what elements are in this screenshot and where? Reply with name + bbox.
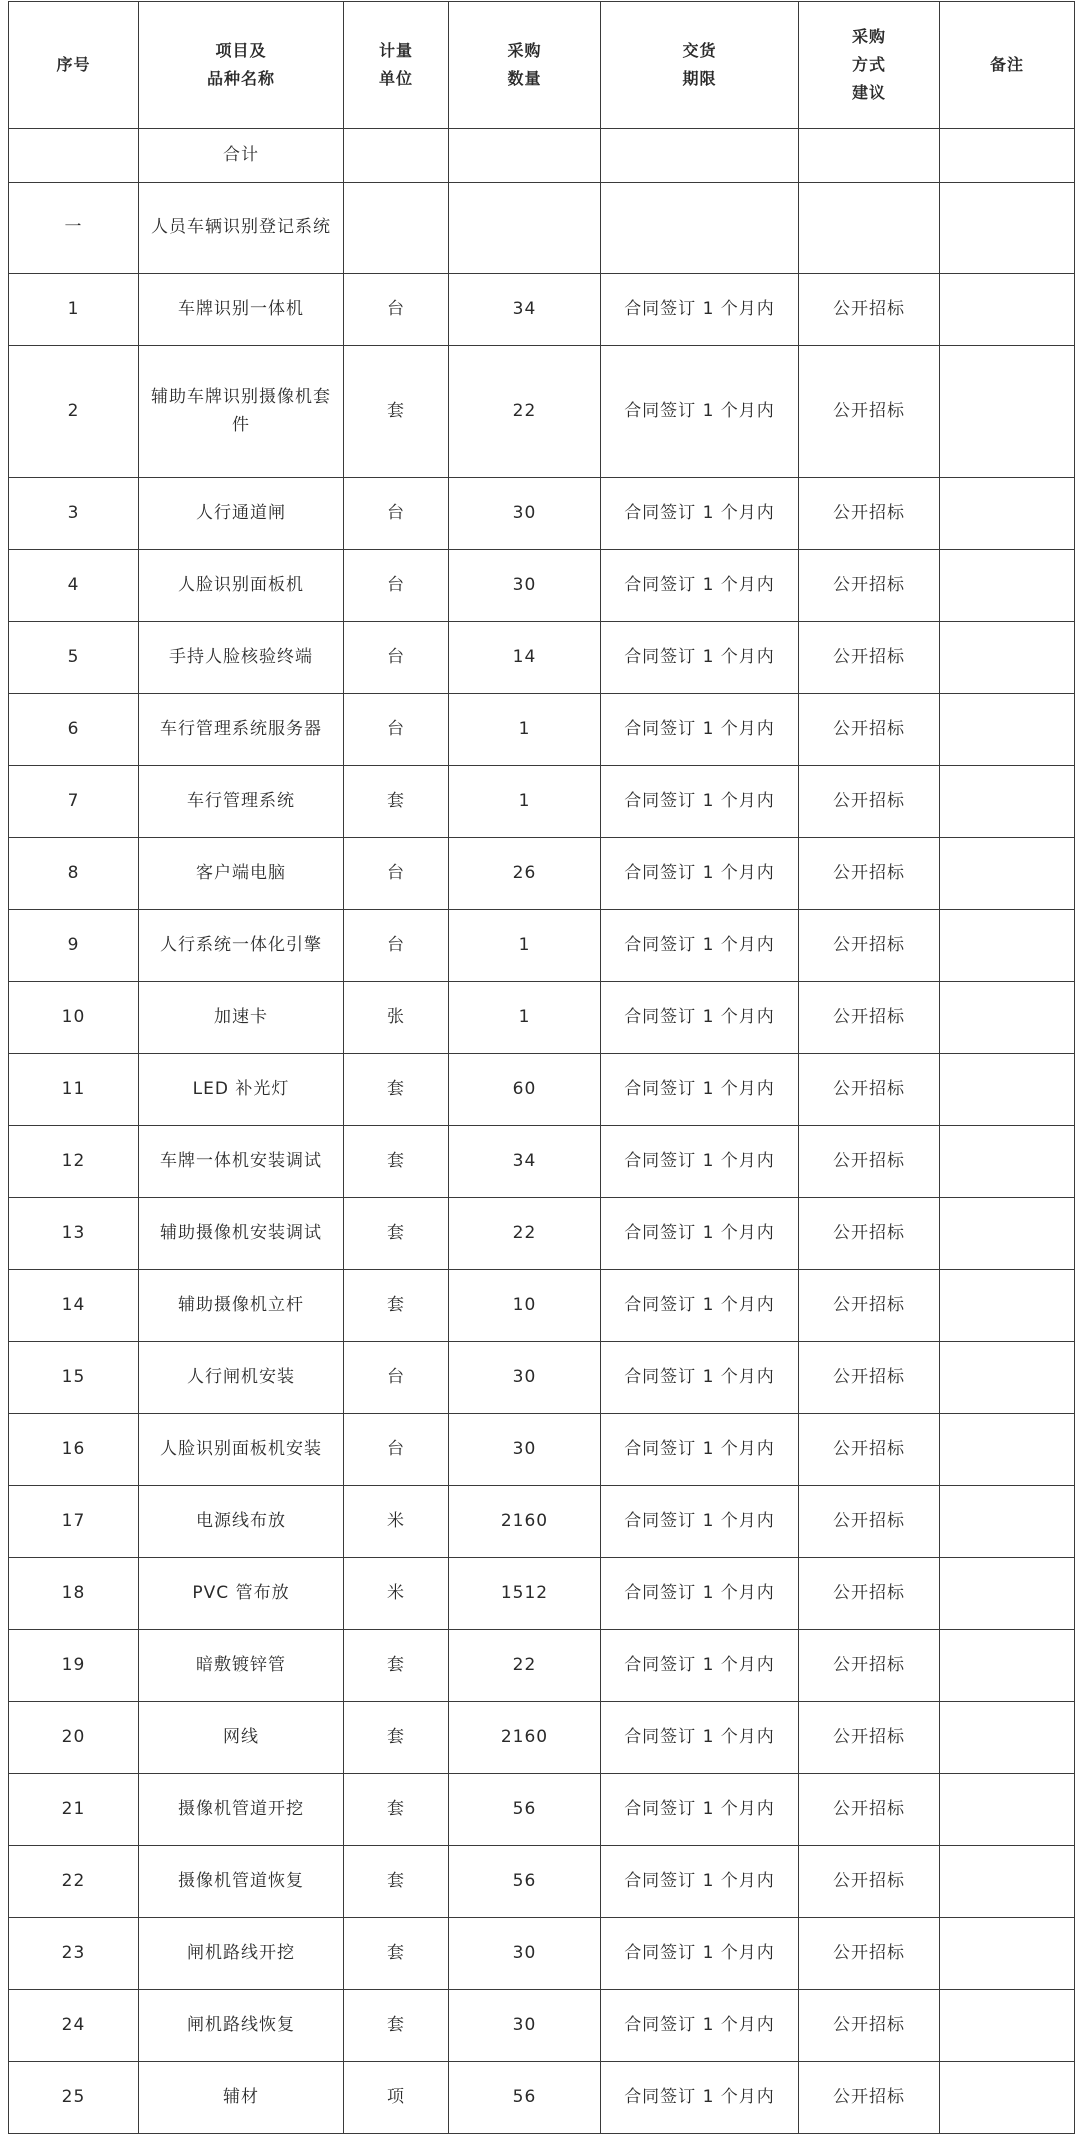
- cell-note: [940, 1846, 1075, 1918]
- cell-method: 公开招标: [799, 982, 940, 1054]
- procurement-table: [8, 1, 1075, 2134]
- table-row: [9, 1558, 1075, 1630]
- cell-name: 闸机路线开挖: [139, 1918, 344, 1990]
- table-row: [9, 1630, 1075, 1702]
- cell-quantity: 26: [449, 838, 601, 910]
- cell-name: 人行闸机安装: [139, 1342, 344, 1414]
- cell-seq: 13: [9, 1198, 139, 1270]
- cell-note: [940, 1198, 1075, 1270]
- cell-unit: 台: [344, 550, 449, 622]
- cell-name: 车行管理系统服务器: [139, 694, 344, 766]
- cell-quantity: 30: [449, 1990, 601, 2062]
- table-row: [9, 2062, 1075, 2134]
- cell-unit: 套: [344, 766, 449, 838]
- table-header-row: [9, 2, 1075, 129]
- cell-note: [940, 1990, 1075, 2062]
- cell-quantity: 30: [449, 550, 601, 622]
- cell-delivery: 合同签订 1 个月内: [601, 1558, 799, 1630]
- cell-unit: 台: [344, 1342, 449, 1414]
- cell-seq: 4: [9, 550, 139, 622]
- cell-delivery: 合同签订 1 个月内: [601, 274, 799, 346]
- cell-seq: 25: [9, 2062, 139, 2134]
- header-label-line: 方式: [851, 55, 886, 74]
- header-seq: [9, 2, 139, 129]
- cell-note: [940, 1630, 1075, 1702]
- cell-quantity: 2160: [449, 1486, 601, 1558]
- cell-quantity: 10: [449, 1270, 601, 1342]
- cell-seq: 23: [9, 1918, 139, 1990]
- cell-seq: 18: [9, 1558, 139, 1630]
- cell-unit: 套: [344, 1774, 449, 1846]
- cell-name: 摄像机管道恢复: [139, 1846, 344, 1918]
- cell-method: 公开招标: [799, 694, 940, 766]
- cell-unit: 套: [344, 1270, 449, 1342]
- header-label-line: 序号: [56, 55, 91, 74]
- cell-delivery: 合同签订 1 个月内: [601, 550, 799, 622]
- cell-method: 公开招标: [799, 478, 940, 550]
- cell-unit: 米: [344, 1558, 449, 1630]
- cell-delivery: 合同签订 1 个月内: [601, 766, 799, 838]
- cell-method: 公开招标: [799, 622, 940, 694]
- header-item-name: [139, 2, 344, 129]
- cell-seq: 22: [9, 1846, 139, 1918]
- cell-quantity: 56: [449, 2062, 601, 2134]
- cell-unit: 台: [344, 622, 449, 694]
- table-row: [9, 1342, 1075, 1414]
- cell-unit: 套: [344, 1846, 449, 1918]
- cell-note: [940, 2062, 1075, 2134]
- table-row: [9, 694, 1075, 766]
- cell-method: 公开招标: [799, 1774, 940, 1846]
- cell-quantity: 56: [449, 1774, 601, 1846]
- cell-quantity: 30: [449, 1918, 601, 1990]
- header-label-line: 交货: [682, 41, 717, 60]
- cell-quantity: 30: [449, 1414, 601, 1486]
- cell-method: 公开招标: [799, 550, 940, 622]
- cell-method: 公开招标: [799, 1126, 940, 1198]
- cell-quantity: [449, 183, 601, 274]
- table-row: [9, 1774, 1075, 1846]
- cell-method: 公开招标: [799, 838, 940, 910]
- header-delivery-term: [601, 2, 799, 129]
- cell-name: 人行系统一体化引擎: [139, 910, 344, 982]
- table-row: [9, 1054, 1075, 1126]
- cell-note: [940, 183, 1075, 274]
- cell-delivery: [601, 183, 799, 274]
- cell-method: 公开招标: [799, 766, 940, 838]
- cell-seq: 10: [9, 982, 139, 1054]
- table-row: [9, 1846, 1075, 1918]
- table-row: [9, 838, 1075, 910]
- cell-unit: 套: [344, 1198, 449, 1270]
- cell-unit: 台: [344, 1414, 449, 1486]
- cell-unit: 套: [344, 1990, 449, 2062]
- table-row: [9, 1702, 1075, 1774]
- cell-seq: 7: [9, 766, 139, 838]
- cell-note: [940, 622, 1075, 694]
- cell-unit: 台: [344, 478, 449, 550]
- cell-seq: 12: [9, 1126, 139, 1198]
- cell-method: 公开招标: [799, 2062, 940, 2134]
- cell-unit: 台: [344, 838, 449, 910]
- cell-seq: 2: [9, 346, 139, 478]
- cell-delivery: 合同签订 1 个月内: [601, 1198, 799, 1270]
- cell-method: 公开招标: [799, 1486, 940, 1558]
- cell-name: 人脸识别面板机: [139, 550, 344, 622]
- cell-method: [799, 129, 940, 183]
- cell-method: 公开招标: [799, 910, 940, 982]
- cell-name: 暗敷镀锌管: [139, 1630, 344, 1702]
- table-body: [9, 129, 1075, 2134]
- table-row: [9, 1414, 1075, 1486]
- cell-quantity: 1: [449, 910, 601, 982]
- cell-note: [940, 766, 1075, 838]
- cell-note: [940, 838, 1075, 910]
- cell-note: [940, 478, 1075, 550]
- cell-unit: 套: [344, 1702, 449, 1774]
- cell-name: 电源线布放: [139, 1486, 344, 1558]
- section-row: [9, 183, 1075, 274]
- table-row: [9, 1270, 1075, 1342]
- cell-quantity: 1512: [449, 1558, 601, 1630]
- cell-name: 辅助摄像机安装调试: [139, 1198, 344, 1270]
- cell-note: [940, 1270, 1075, 1342]
- cell-seq: 9: [9, 910, 139, 982]
- cell-delivery: 合同签订 1 个月内: [601, 1054, 799, 1126]
- cell-unit: 套: [344, 1918, 449, 1990]
- header-label-line: 数量: [507, 69, 542, 88]
- cell-name: 手持人脸核验终端: [139, 622, 344, 694]
- cell-method: 公开招标: [799, 1342, 940, 1414]
- table-row: [9, 346, 1075, 478]
- cell-quantity: 1: [449, 766, 601, 838]
- cell-note: [940, 1558, 1075, 1630]
- cell-name: 车牌识别一体机: [139, 274, 344, 346]
- cell-seq: [9, 129, 139, 183]
- cell-delivery: 合同签订 1 个月内: [601, 346, 799, 478]
- cell-note: [940, 1486, 1075, 1558]
- cell-delivery: 合同签订 1 个月内: [601, 2062, 799, 2134]
- cell-note: [940, 1702, 1075, 1774]
- header-unit: [344, 2, 449, 129]
- cell-name: 车行管理系统: [139, 766, 344, 838]
- cell-unit: 套: [344, 1126, 449, 1198]
- cell-unit: 台: [344, 694, 449, 766]
- cell-quantity: 2160: [449, 1702, 601, 1774]
- cell-note: [940, 982, 1075, 1054]
- cell-method: 公开招标: [799, 1630, 940, 1702]
- cell-name: 人员车辆识别登记系统: [139, 183, 344, 274]
- header-remarks: [940, 2, 1075, 129]
- table-row: [9, 1486, 1075, 1558]
- cell-delivery: 合同签订 1 个月内: [601, 1918, 799, 1990]
- cell-method: 公开招标: [799, 274, 940, 346]
- cell-unit: [344, 129, 449, 183]
- cell-delivery: 合同签订 1 个月内: [601, 982, 799, 1054]
- cell-delivery: 合同签订 1 个月内: [601, 1486, 799, 1558]
- cell-seq: 一: [9, 183, 139, 274]
- cell-unit: [344, 183, 449, 274]
- cell-name: 辅材: [139, 2062, 344, 2134]
- table-row: [9, 622, 1075, 694]
- cell-note: [940, 346, 1075, 478]
- header-label-line: 建议: [851, 83, 886, 102]
- cell-unit: 套: [344, 346, 449, 478]
- cell-delivery: 合同签订 1 个月内: [601, 1630, 799, 1702]
- cell-quantity: 22: [449, 1630, 601, 1702]
- header-label-line: 期限: [682, 69, 717, 88]
- header-label-line: 采购: [507, 41, 542, 60]
- table-row: [9, 982, 1075, 1054]
- cell-name: 合计: [139, 129, 344, 183]
- cell-seq: 19: [9, 1630, 139, 1702]
- cell-delivery: 合同签订 1 个月内: [601, 478, 799, 550]
- cell-delivery: 合同签订 1 个月内: [601, 622, 799, 694]
- cell-unit: 台: [344, 274, 449, 346]
- cell-unit: 套: [344, 1630, 449, 1702]
- cell-name: 车牌一体机安装调试: [139, 1126, 344, 1198]
- cell-seq: 21: [9, 1774, 139, 1846]
- cell-delivery: 合同签订 1 个月内: [601, 694, 799, 766]
- cell-note: [940, 129, 1075, 183]
- cell-note: [940, 1342, 1075, 1414]
- table-row: [9, 478, 1075, 550]
- cell-unit: 套: [344, 1054, 449, 1126]
- cell-note: [940, 550, 1075, 622]
- cell-seq: 6: [9, 694, 139, 766]
- table-row: [9, 1126, 1075, 1198]
- cell-quantity: 34: [449, 1126, 601, 1198]
- cell-quantity: 22: [449, 346, 601, 478]
- cell-method: [799, 183, 940, 274]
- cell-delivery: 合同签订 1 个月内: [601, 1774, 799, 1846]
- cell-note: [940, 1918, 1075, 1990]
- cell-note: [940, 694, 1075, 766]
- cell-quantity: 30: [449, 478, 601, 550]
- cell-delivery: 合同签订 1 个月内: [601, 838, 799, 910]
- cell-seq: 3: [9, 478, 139, 550]
- cell-delivery: [601, 129, 799, 183]
- cell-method: 公开招标: [799, 1702, 940, 1774]
- cell-delivery: 合同签订 1 个月内: [601, 1990, 799, 2062]
- cell-seq: 15: [9, 1342, 139, 1414]
- cell-unit: 台: [344, 910, 449, 982]
- cell-note: [940, 1774, 1075, 1846]
- cell-unit: 张: [344, 982, 449, 1054]
- cell-name: 人行通道闸: [139, 478, 344, 550]
- cell-name: 人脸识别面板机安装: [139, 1414, 344, 1486]
- cell-quantity: 34: [449, 274, 601, 346]
- cell-delivery: 合同签订 1 个月内: [601, 1414, 799, 1486]
- header-label-line: 品种名称: [206, 69, 275, 88]
- cell-method: 公开招标: [799, 1414, 940, 1486]
- header-label-line: 项目及: [215, 41, 267, 60]
- cell-quantity: 14: [449, 622, 601, 694]
- cell-name: 客户端电脑: [139, 838, 344, 910]
- table-row: [9, 1918, 1075, 1990]
- cell-unit: 项: [344, 2062, 449, 2134]
- cell-seq: 8: [9, 838, 139, 910]
- cell-quantity: 60: [449, 1054, 601, 1126]
- cell-name: 网线: [139, 1702, 344, 1774]
- table-row: [9, 910, 1075, 982]
- cell-method: 公开招标: [799, 1198, 940, 1270]
- cell-method: 公开招标: [799, 346, 940, 478]
- cell-note: [940, 1414, 1075, 1486]
- cell-note: [940, 910, 1075, 982]
- cell-delivery: 合同签订 1 个月内: [601, 1126, 799, 1198]
- cell-method: 公开招标: [799, 1846, 940, 1918]
- cell-seq: 20: [9, 1702, 139, 1774]
- cell-delivery: 合同签订 1 个月内: [601, 1846, 799, 1918]
- cell-seq: 16: [9, 1414, 139, 1486]
- cell-name: 辅助摄像机立杆: [139, 1270, 344, 1342]
- cell-method: 公开招标: [799, 1918, 940, 1990]
- cell-quantity: 22: [449, 1198, 601, 1270]
- header-label-line: 计量: [378, 41, 413, 60]
- cell-quantity: 30: [449, 1342, 601, 1414]
- cell-method: 公开招标: [799, 1270, 940, 1342]
- cell-note: [940, 1126, 1075, 1198]
- cell-name: LED 补光灯: [139, 1054, 344, 1126]
- cell-name: 闸机路线恢复: [139, 1990, 344, 2062]
- header-label-line: 单位: [378, 69, 413, 88]
- cell-unit: 米: [344, 1486, 449, 1558]
- cell-name: 摄像机管道开挖: [139, 1774, 344, 1846]
- cell-name: PVC 管布放: [139, 1558, 344, 1630]
- cell-quantity: [449, 129, 601, 183]
- cell-method: 公开招标: [799, 1558, 940, 1630]
- summary-row: [9, 129, 1075, 183]
- header-procurement-method: [799, 2, 940, 129]
- cell-quantity: 1: [449, 694, 601, 766]
- cell-seq: 1: [9, 274, 139, 346]
- cell-seq: 24: [9, 1990, 139, 2062]
- header-label-line: 备注: [989, 55, 1024, 74]
- cell-delivery: 合同签订 1 个月内: [601, 1702, 799, 1774]
- cell-name: 辅助车牌识别摄像机套件: [139, 346, 344, 478]
- table-row: [9, 1198, 1075, 1270]
- cell-name: 加速卡: [139, 982, 344, 1054]
- cell-note: [940, 274, 1075, 346]
- cell-delivery: 合同签订 1 个月内: [601, 910, 799, 982]
- cell-method: 公开招标: [799, 1054, 940, 1126]
- cell-quantity: 56: [449, 1846, 601, 1918]
- cell-quantity: 1: [449, 982, 601, 1054]
- table-row: [9, 766, 1075, 838]
- cell-seq: 11: [9, 1054, 139, 1126]
- cell-delivery: 合同签订 1 个月内: [601, 1342, 799, 1414]
- cell-method: 公开招标: [799, 1990, 940, 2062]
- header-quantity: [449, 2, 601, 129]
- cell-delivery: 合同签订 1 个月内: [601, 1270, 799, 1342]
- table-row: [9, 274, 1075, 346]
- table-row: [9, 550, 1075, 622]
- cell-note: [940, 1054, 1075, 1126]
- table-row: [9, 1990, 1075, 2062]
- header-label-line: 采购: [851, 27, 886, 46]
- cell-seq: 5: [9, 622, 139, 694]
- cell-seq: 17: [9, 1486, 139, 1558]
- cell-seq: 14: [9, 1270, 139, 1342]
